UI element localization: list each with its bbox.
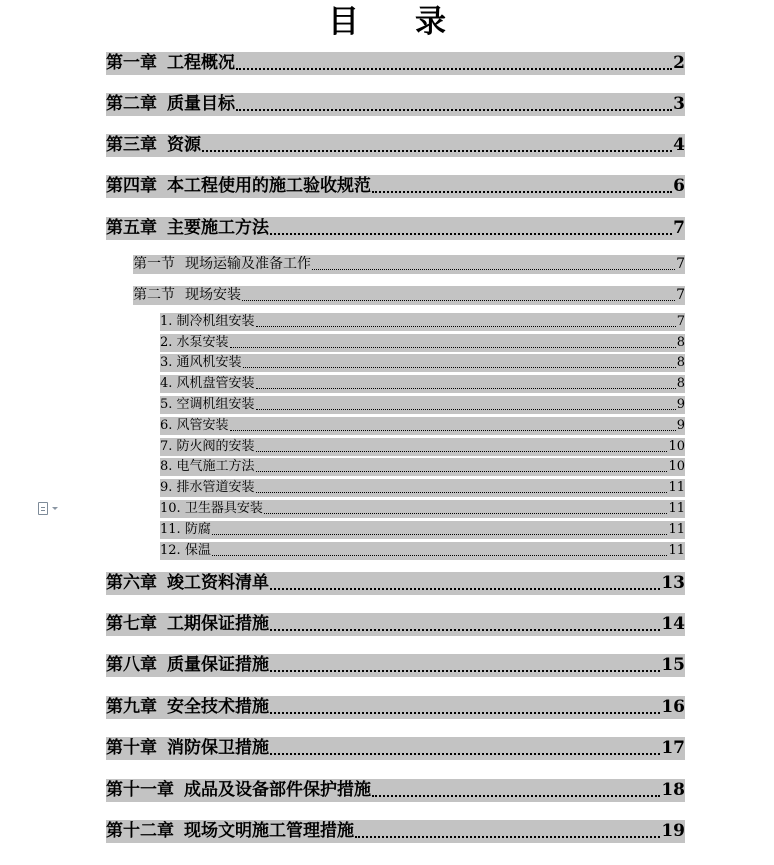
toc-entry-text: 卫生器具安装 [184, 501, 263, 516]
toc-entry-number: 9. [160, 480, 173, 495]
toc-entry-number: 8. [160, 459, 173, 474]
toc-entry[interactable] [106, 654, 685, 677]
toc-entry-number: 第八章 [106, 655, 157, 675]
toc-entry[interactable] [160, 354, 685, 372]
toc-entry-text: 竣工资料清单 [167, 573, 269, 593]
toc-entry-number: 2. [160, 335, 173, 350]
toc-page-number: 7 [676, 256, 685, 272]
toc-page-number: 2 [673, 53, 685, 73]
toc-entry-label [133, 286, 241, 305]
toc-page-number: 15 [661, 655, 685, 675]
dot-leader [230, 347, 676, 348]
toc-entry-number: 第十二章 [106, 821, 174, 841]
dot-leader [372, 191, 672, 193]
toc-entry[interactable] [133, 286, 685, 305]
toc-title: 目录 [328, 4, 502, 40]
toc-entry-label [106, 613, 269, 636]
toc-page-number: 10 [668, 459, 685, 474]
toc-entry-number: 第一章 [106, 53, 157, 73]
toc-page-number: 11 [668, 501, 685, 516]
toc-entry-text: 成品及设备部件保护措施 [184, 780, 371, 800]
dot-leader [270, 670, 660, 672]
toc-entry[interactable] [160, 438, 685, 456]
toc-entry[interactable] [160, 396, 685, 414]
dot-leader [372, 795, 660, 797]
toc-entry-label [160, 417, 229, 435]
dot-leader [212, 555, 668, 556]
toc-entry-number: 第六章 [106, 573, 157, 593]
toc-entry-label [106, 134, 201, 157]
dot-leader [256, 388, 676, 389]
dot-leader [270, 629, 660, 631]
toc-entry-number: 第七章 [106, 614, 157, 634]
toc-entry-label [160, 313, 255, 331]
toc-entry[interactable] [133, 255, 685, 274]
toc-entry-number: 7. [160, 439, 173, 454]
toc-entry-text: 风机盘管安装 [176, 376, 255, 391]
toc-page-number: 11 [668, 543, 685, 558]
toc-entry-text: 本工程使用的施工验收规范 [167, 176, 371, 196]
toc-entry[interactable] [106, 820, 685, 843]
dot-leader [270, 712, 660, 714]
toc-entry-text: 工期保证措施 [167, 614, 269, 634]
dot-leader [355, 836, 660, 838]
toc-page-number: 10 [668, 439, 685, 454]
toc-page-number: 7 [673, 218, 685, 238]
toc-page-number: 16 [661, 697, 685, 717]
toc-entry-label [160, 354, 242, 372]
toc-entry-label [160, 521, 211, 539]
toc-entry-label [160, 458, 255, 476]
toc-page-number: 9 [676, 418, 685, 433]
paragraph-options-button[interactable] [38, 500, 68, 516]
toc-entry-text: 水泵安装 [176, 335, 229, 350]
toc-entry-text: 现场安装 [185, 287, 241, 303]
toc-entry-number: 第九章 [106, 697, 157, 717]
toc-entry[interactable] [160, 313, 685, 331]
toc-entry-label [160, 438, 255, 456]
toc-entry-label [106, 820, 354, 843]
toc-entry-text: 电气施工方法 [176, 459, 255, 474]
dot-leader [256, 409, 676, 410]
toc-entry-label [106, 654, 269, 677]
toc-page-number: 3 [673, 94, 685, 114]
toc-entry[interactable] [160, 458, 685, 476]
toc-entry-label [106, 572, 269, 595]
toc-entry[interactable] [106, 52, 685, 75]
toc-entry-text: 安全技术措施 [167, 697, 269, 717]
toc-entry-text: 现场运输及准备工作 [185, 256, 311, 272]
toc-entry[interactable] [106, 93, 685, 116]
dot-leader [256, 451, 668, 452]
dot-leader [256, 471, 668, 472]
toc-entry-label [133, 255, 311, 274]
toc-entry[interactable] [160, 375, 685, 393]
toc-entry-number: 6. [160, 418, 173, 433]
dot-leader [256, 326, 676, 327]
toc-page-number: 11 [668, 522, 685, 537]
toc-entry-label [160, 375, 255, 393]
toc-page-number: 4 [673, 135, 685, 155]
toc-entry-text: 通风机安装 [176, 355, 242, 370]
toc-entry-label [106, 93, 235, 116]
dot-leader [242, 300, 675, 301]
toc-page-number: 13 [661, 573, 685, 593]
dot-leader [270, 588, 660, 590]
toc-entry-label [106, 737, 269, 760]
toc-entry-label [160, 396, 255, 414]
toc-page-number: 8 [676, 335, 685, 350]
toc-entry-label [160, 479, 255, 497]
toc-entry-text: 资源 [167, 135, 201, 155]
toc-entry-number: 10. [160, 501, 181, 516]
dot-leader [270, 233, 672, 235]
toc-entry-text: 消防保卫措施 [167, 738, 269, 758]
toc-entry[interactable] [106, 737, 685, 760]
toc-entry-text: 排水管道安装 [176, 480, 255, 495]
dot-leader [256, 492, 668, 493]
toc-entry-label [160, 542, 211, 560]
toc-entry-label [106, 217, 269, 240]
toc-entry-number: 第二节 [133, 287, 175, 303]
toc-entry-label [160, 334, 229, 352]
dot-leader [212, 534, 668, 535]
toc-entry-text: 空调机组安装 [176, 397, 255, 412]
dot-leader [230, 430, 676, 431]
toc-page-number: 7 [676, 314, 685, 329]
toc-entry-label [106, 175, 371, 198]
toc-page-number: 6 [673, 176, 685, 196]
toc-entry[interactable] [106, 175, 685, 198]
document-icon [38, 502, 48, 515]
dot-leader [236, 68, 672, 70]
toc-entry-number: 12. [160, 543, 181, 558]
toc-entry[interactable] [106, 613, 685, 636]
toc-entry-number: 第三章 [106, 135, 157, 155]
toc-entry-text: 风管安装 [176, 418, 229, 433]
toc-entry-number: 第十章 [106, 738, 157, 758]
dot-leader [264, 513, 668, 514]
toc-entry-number: 3. [160, 355, 173, 370]
toc-entry[interactable] [106, 779, 685, 802]
toc-entry-number: 4. [160, 376, 173, 391]
toc-entry-label [106, 52, 235, 75]
toc-entry-text: 质量保证措施 [167, 655, 269, 675]
toc-entry[interactable] [106, 696, 685, 719]
toc-entry-number: 1. [160, 314, 173, 329]
toc-entry[interactable] [160, 417, 685, 435]
toc-entry[interactable] [106, 217, 685, 240]
toc-entry-text: 质量目标 [167, 94, 235, 114]
dot-leader [312, 269, 675, 270]
toc-page-number: 11 [668, 480, 685, 495]
toc-page-number: 7 [676, 287, 685, 303]
toc-entry-number: 第五章 [106, 218, 157, 238]
dot-leader [270, 753, 660, 755]
toc-page-number: 8 [676, 376, 685, 391]
toc-entry[interactable] [160, 521, 685, 539]
toc-entry-text: 工程概况 [167, 53, 235, 73]
toc-page-number: 17 [661, 738, 685, 758]
toc-page-number: 14 [661, 614, 685, 634]
toc-entry-label [160, 500, 263, 518]
toc-entry-text: 现场文明施工管理措施 [184, 821, 354, 841]
dot-leader [202, 150, 672, 152]
toc-entry[interactable] [106, 134, 685, 157]
dot-leader [243, 367, 676, 368]
toc-entry-number: 第一节 [133, 256, 175, 272]
toc-entry-number: 11. [160, 522, 181, 537]
toc-entry[interactable] [160, 479, 685, 497]
toc-entry-number: 第十一章 [106, 780, 174, 800]
toc-page-number: 18 [661, 780, 685, 800]
toc-entry[interactable] [160, 500, 685, 518]
toc-entry-text: 制冷机组安装 [176, 314, 255, 329]
toc-entry-number: 5. [160, 397, 173, 412]
toc-entry[interactable] [160, 542, 685, 560]
toc-entry-label [106, 779, 371, 802]
toc-page-number: 8 [676, 355, 685, 370]
toc-entry-text: 保温 [184, 543, 211, 558]
toc-entry-text: 主要施工方法 [167, 218, 269, 238]
toc-entry-number: 第二章 [106, 94, 157, 114]
toc-entry-text: 防火阀的安装 [176, 439, 255, 454]
toc-entry-text: 防腐 [184, 522, 211, 537]
toc-entry[interactable] [160, 334, 685, 352]
toc-entry-number: 第四章 [106, 176, 157, 196]
toc-entry-label [106, 696, 269, 719]
dot-leader [236, 109, 672, 111]
toc-entry[interactable] [106, 572, 685, 595]
chevron-down-icon [52, 507, 58, 510]
toc-page-number: 9 [676, 397, 685, 412]
toc-page-number: 19 [661, 821, 685, 841]
